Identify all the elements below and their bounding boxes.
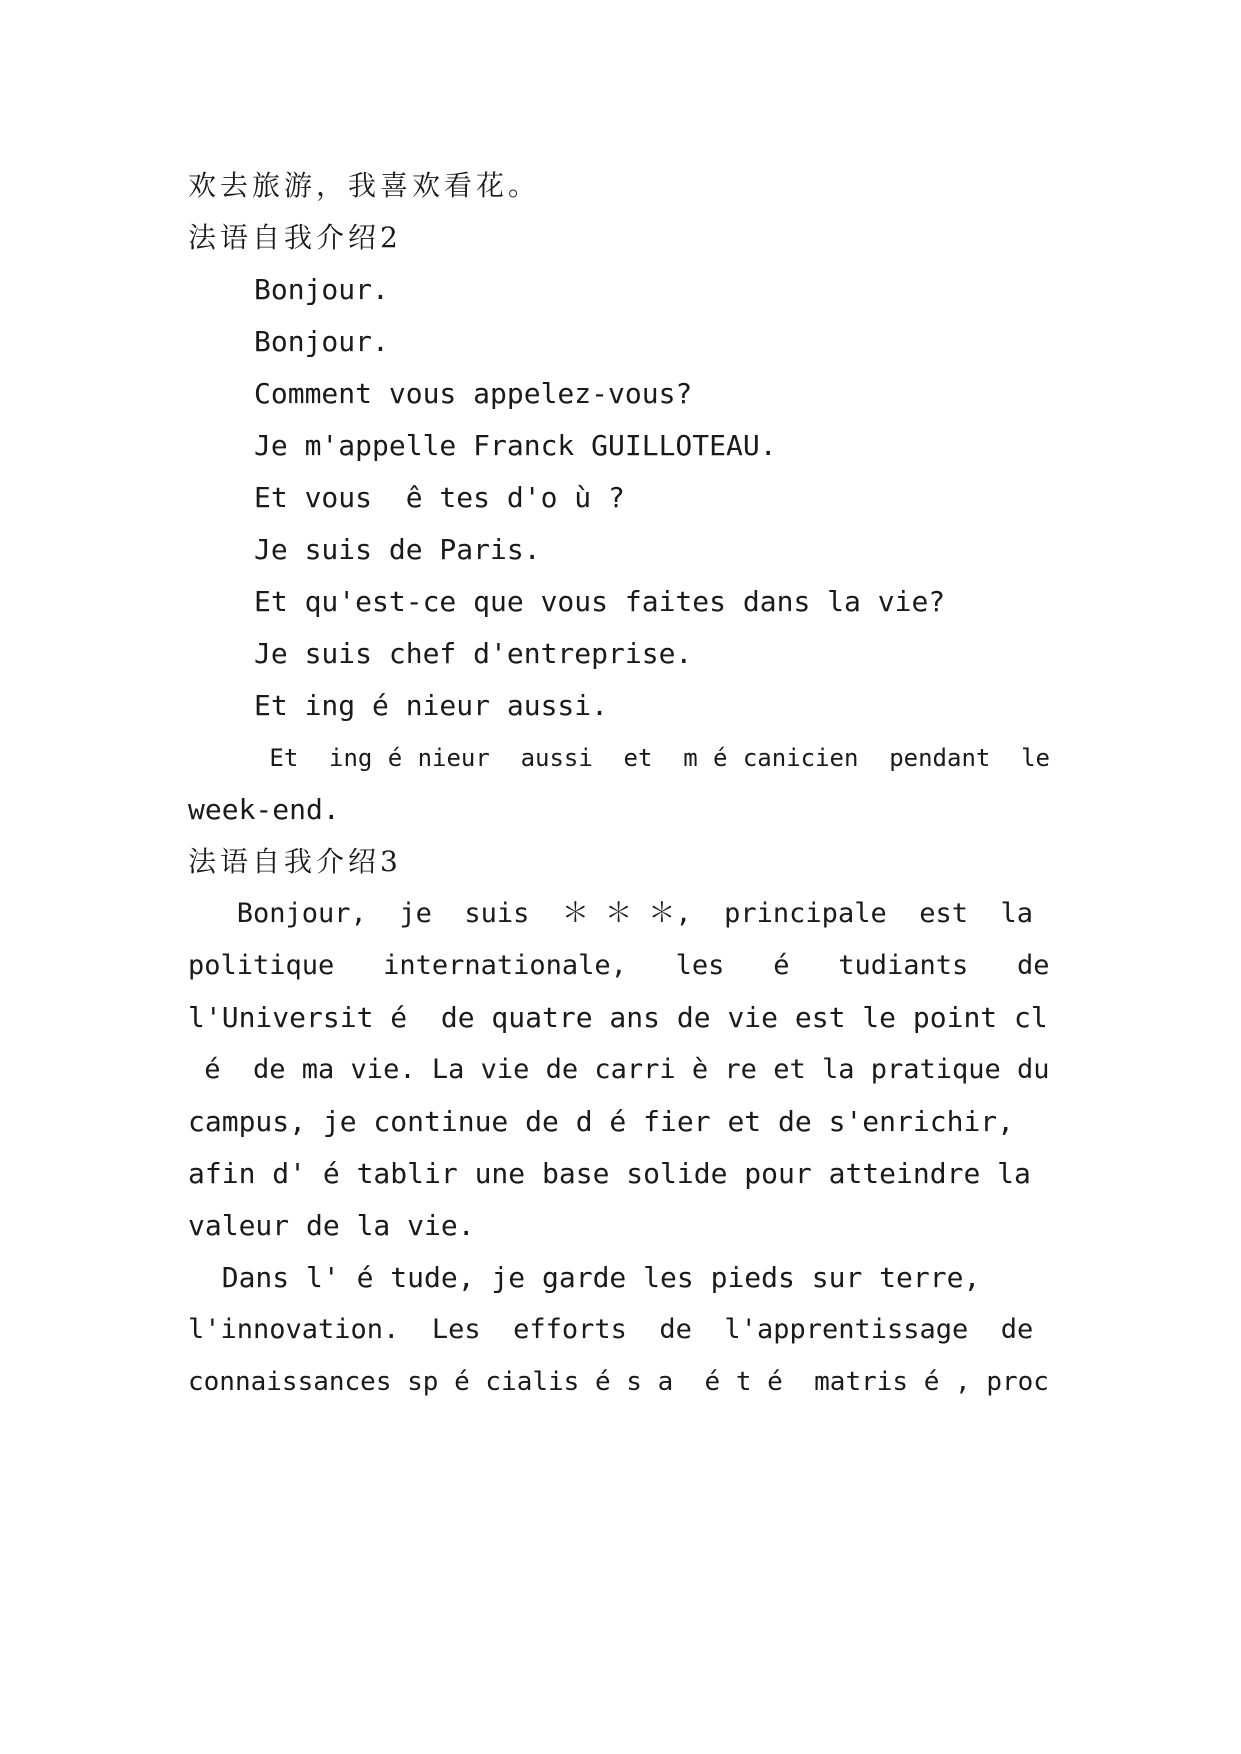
dialogue-line: Bonjour. — [254, 273, 389, 306]
paragraph-line: campus, je continue de d é fier et de s'enrichir, — [188, 1105, 1015, 1138]
paragraph-line: politique internationale, les é tudiants de — [188, 950, 1050, 981]
paragraph-line: week-end. — [188, 793, 340, 826]
paragraph-line: l'innovation. Les efforts de l'apprentissage de — [188, 1314, 1034, 1345]
paragraph-line: connaissances sp é cialis é s a é t é matris é , proc — [188, 1367, 1049, 1397]
paragraph-line: Et ing é nieur aussi et m é canicien pendant le — [254, 744, 1050, 772]
paragraph-line: Dans l' é tude, je garde les pieds sur terre, — [188, 1261, 981, 1294]
dialogue-line: Bonjour. — [254, 325, 389, 358]
dialogue-line: Et vous ê tes d'o ù ? — [254, 481, 625, 514]
dialogue-line: Je suis de Paris. — [254, 533, 541, 566]
section-heading-2: 法语自我介绍2 — [188, 221, 402, 254]
paragraph-line: valeur de la vie. — [188, 1209, 475, 1242]
paragraph-line: Bonjour, je suis ＊ ＊ ＊, principale est la — [188, 898, 1034, 929]
dialogue-line: Et ing é nieur aussi. — [254, 689, 609, 722]
dialogue-line: Je suis chef d'entreprise. — [254, 637, 693, 670]
paragraph-line: l'Universit é de quatre ans de vie est le point cl — [188, 1001, 1048, 1034]
dialogue-line: Et qu'est-ce que vous faites dans la vie? — [254, 585, 946, 618]
paragraph-line: afin d' é tablir une base solide pour atteindre la — [188, 1157, 1031, 1190]
continued-line: 欢去旅游，我喜欢看花。 — [188, 169, 541, 202]
paragraph-line: é de ma vie. La vie de carri è re et la pratique du — [188, 1054, 1050, 1085]
section-heading-3: 法语自我介绍3 — [188, 845, 402, 878]
dialogue-line: Comment vous appelez-vous? — [254, 377, 693, 410]
dialogue-line: Je m'appelle Franck GUILLOTEAU. — [254, 429, 777, 462]
